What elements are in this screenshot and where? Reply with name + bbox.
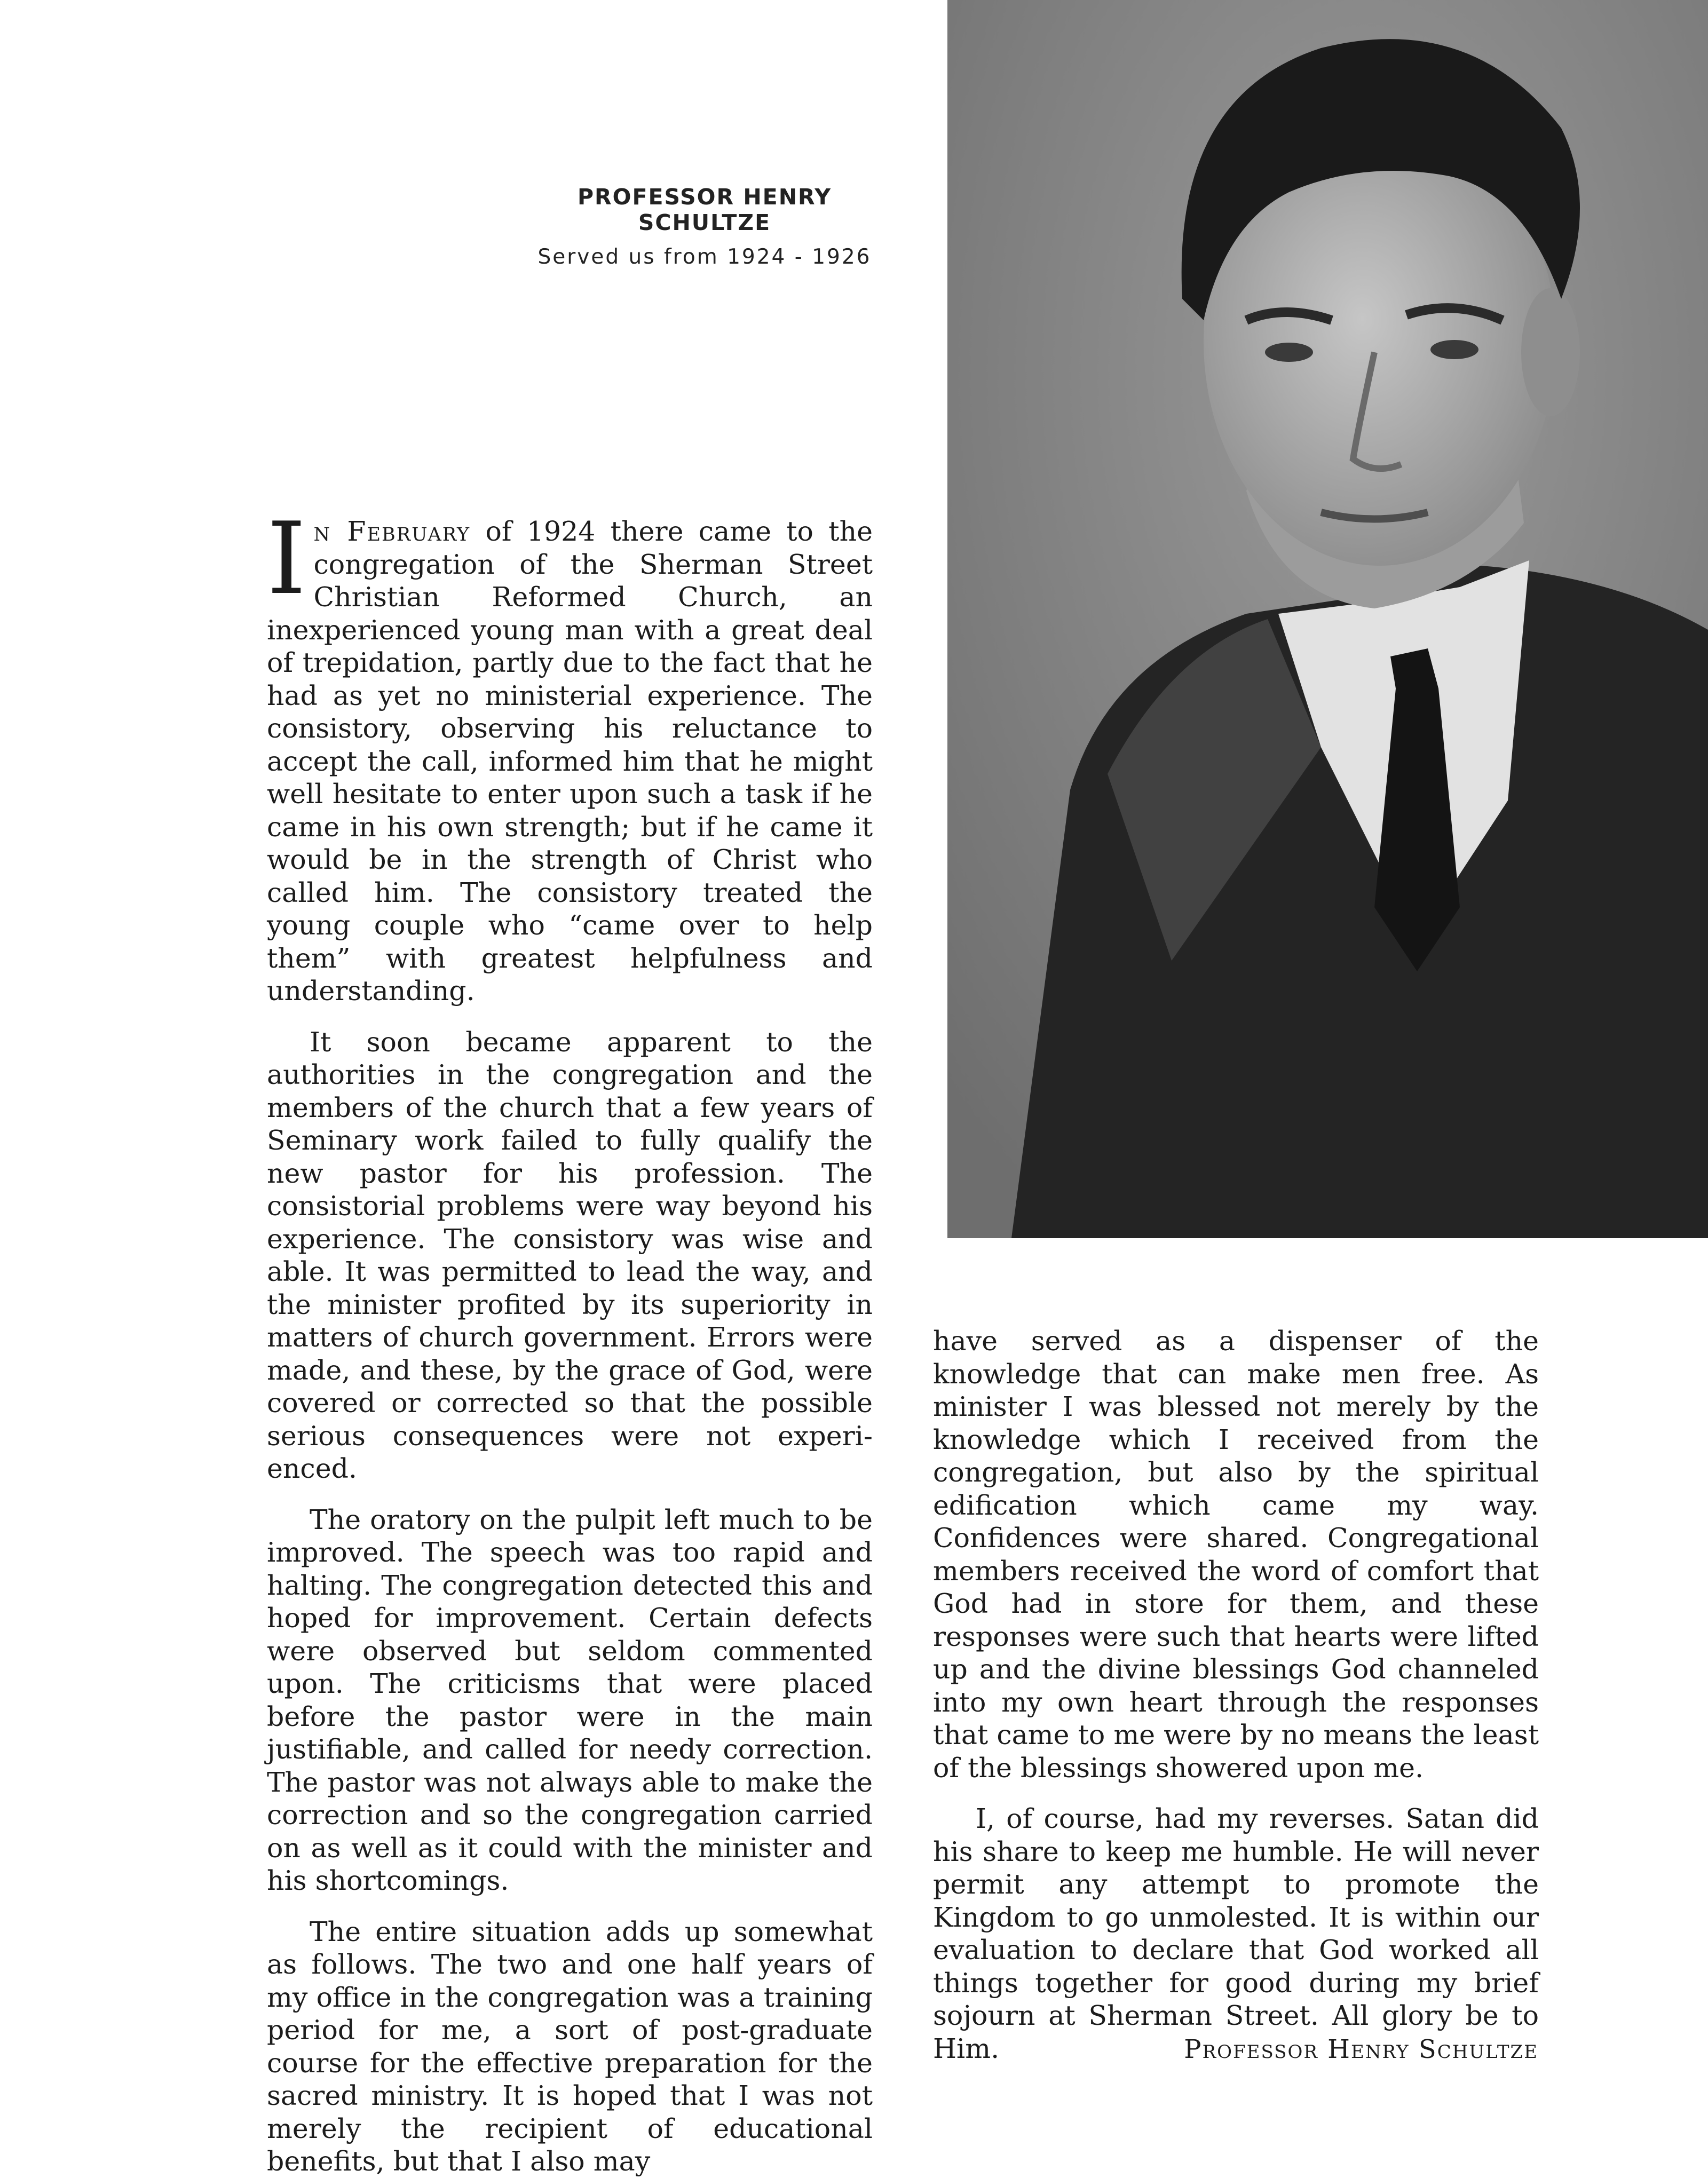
article-paragraph-6: I, of course, had my reverses. Satan did his share to keep me humble. He will never permit any attempt to promote the Kingdom to go unmolested. It is within our evaluation to declare that God worked all things together for good during my brief sojourn at Sherman Street. All glory be to Him. bbox=[933, 1803, 1539, 2064]
article-paragraph-2: It soon became apparent to the authorities in the congregation and the members of the church that a few years of Seminary work failed to fully qualify the new pastor for his profession. The consistorial problems were way beyond his experience. The consistory was wise and able. It was permitted to lead the way, and the minister profited by its superiority in matters of church government. Errors were made, and these, by the grace of God, were covered or corrected so that the possible serious consequences were not experienced. bbox=[267, 1026, 873, 1484]
photo-caption bbox=[512, 184, 897, 269]
caption-name: PROFESSOR HENRY SCHULTZE bbox=[577, 184, 832, 235]
paragraph-1-text: of 1924 there came to the congregation of the Sherman Street Christian Reformed Church, an inexperienced young man with a great deal of trepidation, partly due to the fact that he had as yet no ministerial experience. The consistory, observing his reluctance to accept the call, informed him that he might well hesitate to enter upon such a task if he came in his own strength; but if he came it would be in the strength of Christ who called him. The consistory treated the young couple who “came over to help them” with greatest helpfulness and understanding. bbox=[267, 516, 873, 1007]
lead-small-caps: n February bbox=[313, 516, 471, 547]
drop-cap: I bbox=[267, 501, 306, 616]
portrait-photo-icon bbox=[947, 0, 1708, 1238]
article-left-column bbox=[267, 501, 873, 2178]
article-paragraph-4: The entire situation adds up somewhat as follows. The two and one half years of my office in the congregation was a training period for me, a sort of post-graduate course for the effective preparation for the sacred ministry. It is hoped that I was not merely the recipient of educational benefits, but that I also may bbox=[267, 1915, 873, 2177]
caption-served-dates: Served us from 1924 - 1926 bbox=[537, 245, 872, 269]
author-signature: Professor Henry Schultze bbox=[1184, 2034, 1538, 2064]
article-paragraph-3: The oratory on the pulpit left much to be improved. The speech was too rapid and halting. The congregation detected this and hoped for improvement. Certain defects were observed but seldom commented upon. The criticisms that were placed before the pastor were in the main justifiable, and called for needy correction. The pastor was not always able to make the correction and so the congregation carried on as well as it could with the minister and his shortcomings. bbox=[267, 1503, 873, 1896]
portrait-photo bbox=[947, 0, 1708, 1238]
article-right-column bbox=[933, 1325, 1539, 2065]
article-paragraph-1 bbox=[267, 501, 873, 1008]
article-paragraph-5: have served as a dispenser of the knowledge that can make men free. As minister I was blessed not merely by the knowledge which I received from the congregation, but also by the spiritual edification which came my way. Confidences were shared. Congregational members received the word of comfort that God had in store for them, and these responses were such that hearts were lifted up and the divine blessings God channeled into my own heart through the responses that came to me were by no means the least of the blessings showered upon me. bbox=[933, 1325, 1539, 1784]
